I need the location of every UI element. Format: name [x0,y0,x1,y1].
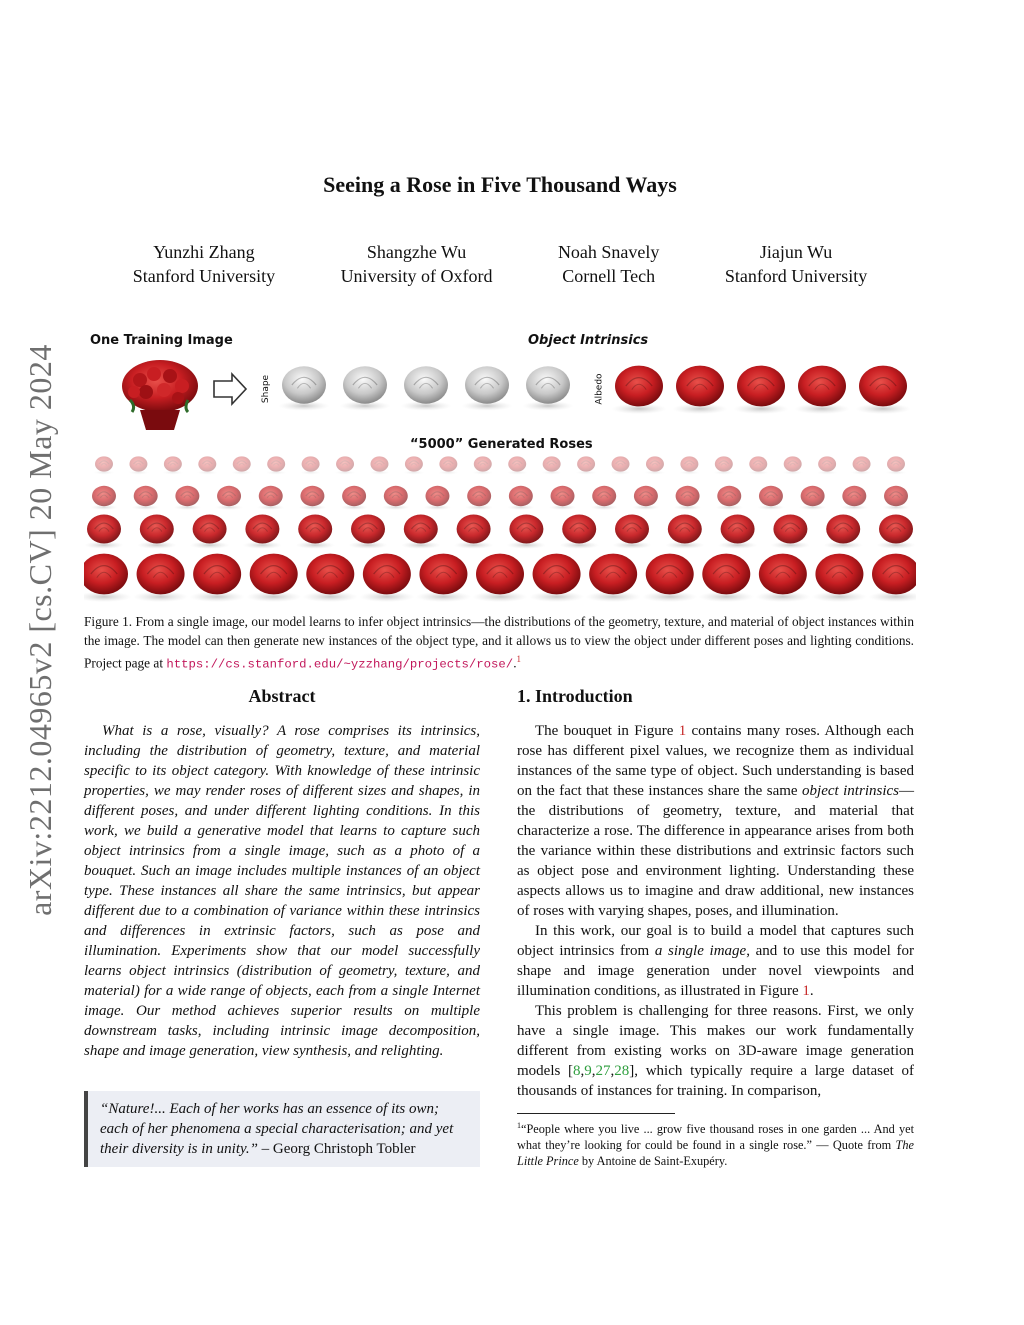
intro-paragraph-2 [517,921,914,1001]
generated-rose [576,456,597,474]
generated-rose [404,456,425,474]
generated-rose [94,456,115,474]
text-span: by Antoine de Saint-Exupéry. [578,1154,728,1169]
generated-rose [299,486,327,510]
figure-illustration [84,330,916,606]
generated-rose [590,486,618,510]
generated-rose [882,486,910,510]
text-span: This problem is challenging for three reasons. First, we only have a single image. This makes our work fundamentally different from existing works on 3D-aware image generation models [ [517,1003,914,1079]
generated-rose [674,486,702,510]
generated-rose [612,515,651,549]
footnote-divider [517,1113,675,1114]
label-object-intrinsics: Object Intrinsics [528,333,649,348]
generated-rose [886,456,907,474]
shape-rose [340,366,391,410]
text-span: ], which typically require a large dataset of thousands of instances for training. In comparison, [517,1063,915,1099]
generated-rose [755,554,810,602]
label-training-image: One Training Image [90,333,233,348]
generated-rose [679,456,700,474]
generated-rose [817,456,838,474]
generated-rose [243,515,282,549]
generated-rose [300,456,321,474]
quote-text: “Nature!... Each of her works has an essence of its own; each of her phenomena a special characterisation; and yet their diversity is in unity.” [100,1101,454,1157]
footnote-marker[interactable]: 1 [516,654,522,664]
caption-end: . [513,655,517,671]
generated-rose [472,554,527,602]
footnote [517,1118,914,1169]
bouquet-image [122,360,198,430]
author-list [100,240,900,288]
generated-rose [303,554,358,602]
generated-rose [190,554,245,602]
generated-rose [824,515,863,549]
generated-rose [133,554,188,602]
generated-rose [529,554,584,602]
text-span: —the distributions of geometry, texture, and material that characterize a rose. The difference in appearance arises from both the variance within these distributions and extrinsic factors such as object pose and environment lighting. Understanding these aspects allows us to imagine and draw additional, new instances of roses with varying shapes, poses, and illumination. [517,783,914,919]
generated-rose [771,515,810,549]
figure-1 [84,330,916,606]
generated-rose [876,515,915,549]
right-column [517,686,914,1169]
generated-rose [841,486,869,510]
generated-rose [174,486,202,510]
intro-paragraph-3: This problem is challenging for three reasons. First, we only have a single image. This makes our work fundamentally different from existing works on 3D-aware image generation models [8,9,27,28], which typically require a large dataset of thousands of instances for training. In comparison, [517,1003,915,1099]
shape-rose [401,366,452,410]
author-affiliation: Stanford University [132,266,276,286]
albedo-rose [733,366,788,414]
author-name: Noah Snavely [557,242,660,262]
generated-rose [84,554,132,602]
generated-rose [699,554,754,602]
label-albedo: Albedo [594,373,605,405]
shape-rose [462,366,513,410]
text-span: “People where you live ... grow five thousand roses in one garden ... And yet what they’re looking for could be found in a single rose.” — Quote from [517,1122,914,1153]
generated-rose [715,486,743,510]
generated-rose [610,456,631,474]
generated-roses-grid [84,456,916,602]
citation[interactable]: 8 [573,1063,581,1079]
generated-rose [246,554,301,602]
generated-rose [812,554,867,602]
left-column [84,686,480,1167]
generated-rose [748,456,769,474]
abstract-text: What is a rose, visually? A rose comprises its intrinsics, including the distribution of geometry, texture, and material specific to its object category. With knowledge of these intrinsic properties, we may render roses of different sizes and shapes, in different poses, and under different lighting conditions. In this work, we build a generative model that learns to capture such object intrinsics from a single image, such as a photo of a bouquet. Such an image includes multiple instances of an object type. These instances all share the same intrinsics, but appear different due to a combination of variance within these intrinsics and differences in extrinsic factors, such as pose and illumination. Experiments show that our model successfully learns object intrinsics (distribution of geometry, texture, and material) for a wide range of objects, each from a single Internet image. Our method achieves superior results on multiple downstream tasks, including intrinsic image decomposition, shape and image generation, view synthesis, and relighting. [84,723,480,1059]
quote-author: – Georg Christoph Tobler [257,1141,416,1157]
generated-rose [868,554,916,602]
caption-text: Figure 1. From a single image, our model learns to infer object intrinsics—the distributions of the geometry, texture, and material of object instances within the image. The model can then generate new instances of the object type, and it allows us to view the object under different poses and lighting conditions. Project page at [84,614,914,671]
generated-rose [799,486,827,510]
label-generated-roses: “5000” Generated Roses [410,437,593,452]
generated-rose [549,486,577,510]
book-title: The Little Prince [517,1138,914,1169]
generated-rose [438,456,459,474]
generated-rose [718,515,757,549]
generated-rose [586,554,641,602]
generated-rose [231,456,252,474]
citation[interactable]: 28 [614,1063,630,1079]
text-span: contains many roses. Although each rose has different pixel values, we recognize them as individual instances of the same type of object. Such understanding is based on the fact that these instances share the same [517,723,914,799]
generated-rose [128,456,149,474]
text-span: In this work, our goal is to build a model that captures such object intrinsics from [517,923,914,959]
generated-rose [84,515,123,549]
generated-rose [424,486,452,510]
author-name: Jiajun Wu [759,242,833,262]
project-page-link[interactable]: https://cs.stanford.edu/~yzzhang/projects/rose/ [166,657,514,672]
generated-rose [642,554,697,602]
generated-rose [137,515,176,549]
generated-rose [541,456,562,474]
shape-row [279,366,574,410]
albedo-rose [672,366,727,414]
generated-rose [369,456,390,474]
generated-rose [90,486,118,510]
generated-rose [348,515,387,549]
generated-rose [851,456,872,474]
generated-rose [132,486,160,510]
albedo-rose [794,366,849,414]
text-span: The bouquet in Figure [535,723,679,739]
citation[interactable]: 27 [595,1063,611,1079]
generated-rose [190,515,229,549]
author-name: Yunzhi Zhang [153,242,255,262]
author-4 [725,240,867,288]
quote-box [84,1091,480,1167]
author-affiliation: University of Oxford [340,266,493,286]
generated-rose [507,486,535,510]
abstract-heading: Abstract [248,686,316,706]
generated-rose [296,515,335,549]
generated-rose [340,486,368,510]
generated-rose [401,515,440,549]
shape-rose [279,366,330,410]
generated-rose [454,515,493,549]
label-shape: Shape [261,374,272,404]
generated-rose [507,515,546,549]
figure-ref[interactable]: 1 [802,983,810,999]
generated-rose [335,456,356,474]
author-affiliation: Cornell Tech [562,266,656,286]
arxiv-identifier: arXiv:2212.04965v2 [cs.CV] 20 May 2024 [22,344,58,916]
generated-rose [757,486,785,510]
figure-ref[interactable]: 1 [678,723,687,739]
generated-rose [197,456,218,474]
author-name: Shangzhe Wu [366,242,467,262]
generated-rose [215,486,243,510]
generated-rose [632,486,660,510]
generated-rose [645,456,666,474]
citation[interactable]: 9 [584,1063,592,1079]
shape-rose [523,366,574,410]
figure-caption [84,612,914,674]
introduction-heading: 1. Introduction [517,686,633,706]
albedo-row [611,366,910,414]
generated-rose [782,456,803,474]
text-span: . [809,983,814,999]
generated-rose [163,456,184,474]
generated-rose [359,554,414,602]
intro-paragraph-1 [517,721,914,921]
generated-rose [472,456,493,474]
author-2 [341,240,493,288]
albedo-rose [855,366,910,414]
generated-rose [665,515,704,549]
generated-rose [560,515,599,549]
footnote-number: 1 [517,1121,521,1130]
generated-rose [507,456,528,474]
generated-rose [713,456,734,474]
author-1 [133,240,275,288]
arrow-right-icon [214,374,246,404]
generated-rose [266,456,287,474]
emphasis: object intrinsics [802,783,899,799]
albedo-rose [611,366,666,414]
author-3 [558,240,659,288]
generated-rose [382,486,410,510]
paper-title: Seeing a Rose in Five Thousand Ways [323,172,677,197]
emphasis: a single image [654,943,747,959]
text-span: , and to use this model for shape and image generation under novel viewpoints and illumination conditions, as illustrated in Figure [517,943,914,999]
generated-rose [416,554,471,602]
generated-rose [465,486,493,510]
author-affiliation: Stanford University [724,266,868,286]
generated-rose [257,486,285,510]
